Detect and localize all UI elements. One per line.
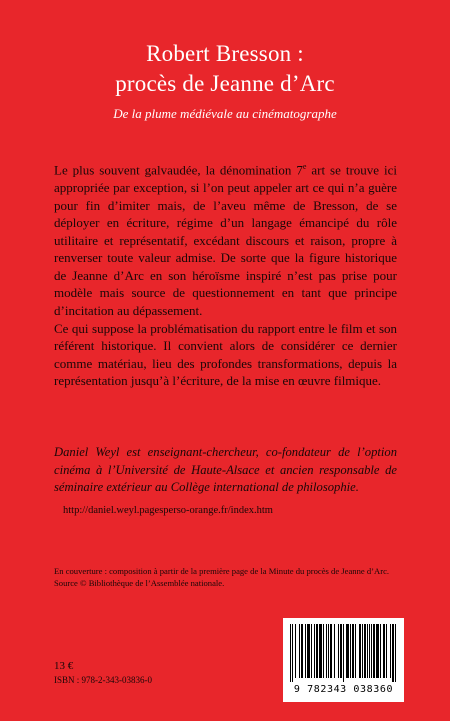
blurb-paragraph-1 xyxy=(54,158,397,320)
barcode-bar xyxy=(314,624,315,678)
author-url: http://daniel.weyl.pagesperso-orange.fr/index.htm xyxy=(63,505,273,516)
barcode-bar xyxy=(299,624,300,678)
barcode-bar xyxy=(373,624,375,678)
cover-credit: En couverture : composition à partir de la première page de la Minute du procès de Jeanne d’Arc. Source © Bibliothèque de l’Assemblée nationale. xyxy=(54,566,390,588)
barcode-bar xyxy=(338,624,339,678)
barcode-bar xyxy=(390,624,391,678)
barcode-bar xyxy=(386,624,387,678)
barcode-bar xyxy=(352,624,354,678)
book-title-line-2: procès de Jeanne d’Arc xyxy=(115,71,335,96)
barcode-bar xyxy=(359,624,361,678)
barcode-bar xyxy=(323,624,324,678)
book-title-line-1: Robert Bresson : xyxy=(146,41,304,66)
barcode-bars xyxy=(289,624,398,682)
barcode-bar xyxy=(371,624,372,678)
barcode-bar xyxy=(316,624,318,678)
barcode-bar xyxy=(295,624,296,678)
barcode-bar xyxy=(311,624,312,678)
barcode-bar xyxy=(395,624,396,682)
barcode xyxy=(283,618,404,702)
barcode-bar xyxy=(346,624,349,678)
blurb-superscript: e xyxy=(302,162,307,171)
author-bio: Daniel Weyl est enseignant-chercheur, co-fondateur de l’option cinéma à l’Université de Haute-Alsace et ancien responsable de séminaire extérieur au Collège international de philosophie. xyxy=(54,445,397,495)
barcode-bar xyxy=(326,624,327,678)
barcode-bar xyxy=(292,624,293,682)
barcode-bar xyxy=(307,624,310,678)
barcode-bar xyxy=(355,624,356,678)
barcode-bar xyxy=(343,624,344,682)
blurb xyxy=(54,158,397,390)
blurb-paragraph-1-start: Le plus souvent galvaudée, la dénomination 7 xyxy=(54,162,303,178)
book-subtitle: De la plume médiévale au cinématographe xyxy=(113,106,337,121)
barcode-digits: 9 782343 038360 xyxy=(293,684,394,695)
barcode-bar xyxy=(383,624,385,678)
barcode-bar xyxy=(330,624,332,678)
price: 13 € xyxy=(54,660,74,672)
blurb-paragraph-2: Ce qui suppose la problématisation du rapport entre le film et son référent historique. Il convient alors de considérer ce dernier comme matériau, lieu des profondes transformations, depuis la représentation jusqu’à l’écriture, de la mise en œuvre filmique. xyxy=(54,320,397,389)
barcode-bar xyxy=(376,624,379,678)
barcode-bar xyxy=(328,624,329,678)
barcode-bar xyxy=(362,624,363,678)
barcode-bar xyxy=(350,624,351,678)
barcode-bar xyxy=(367,624,368,678)
barcode-bar xyxy=(319,624,322,678)
barcode-bar xyxy=(380,624,381,678)
barcode-bar xyxy=(290,624,291,682)
isbn: ISBN : 978-2-343-03836-0 xyxy=(54,675,152,685)
barcode-bar xyxy=(364,624,366,678)
barcode-bar xyxy=(334,624,335,678)
barcode-bar xyxy=(305,624,306,678)
barcode-bar xyxy=(369,624,370,678)
barcode-bar xyxy=(392,624,394,682)
barcode-bar xyxy=(301,624,303,678)
blurb-paragraph-1-rest: art se trouve ici appropriée par exception, si l’on peut appeler art ce qui n’a guère pour fin d’imiter mais, de l’aveu même de Bresson, de se déployer en écriture, régime d’un langage émancipé du rôle utilitaire et représentatif, excédant discours et raison, propre à renverser toute valeur admise. De sorte que la figure historique de Jeanne d’Arc en son héroïsme inspiré n’est pas prise pour modèle mais source de questionnement en tant que principe d’incitation au dépassement. xyxy=(54,162,398,319)
barcode-bar xyxy=(340,624,342,678)
